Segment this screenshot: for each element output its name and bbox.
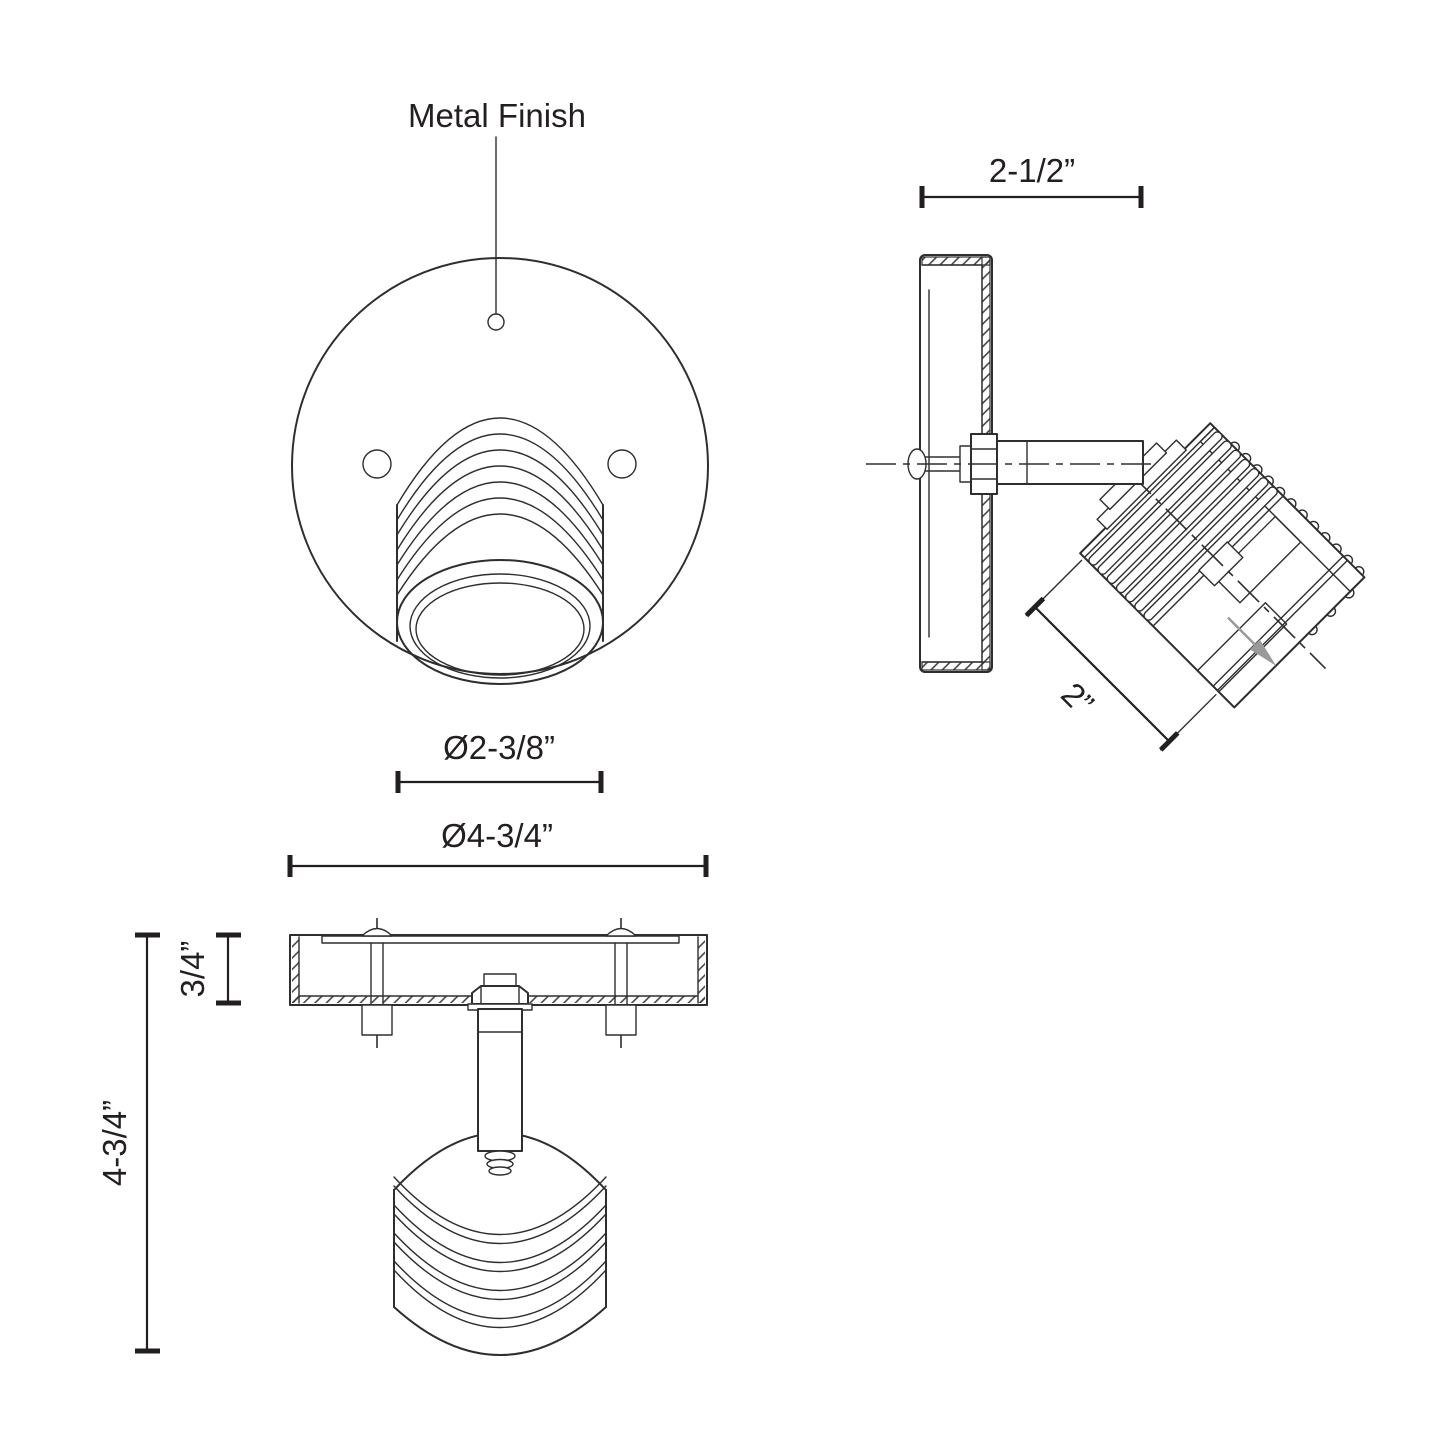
- lens-ring-outer: [397, 560, 603, 684]
- dim-overall-height: [96, 935, 160, 1351]
- side-view: [866, 152, 1394, 821]
- leader-dot: [488, 314, 504, 330]
- mounting-hole-right: [608, 450, 636, 478]
- metal-finish-callout: [408, 97, 586, 330]
- mounting-hole-left: [363, 450, 391, 478]
- bottom-view: [96, 918, 707, 1355]
- dim-overall-height-label: 4-3/4”: [96, 1099, 133, 1187]
- front-head: [397, 418, 603, 684]
- dim-lens-diameter-label: Ø2-3/8”: [443, 729, 555, 766]
- dim-projection-label: 2-1/2”: [988, 152, 1076, 189]
- dim-projection: [922, 152, 1141, 208]
- lens-ring-inner: [416, 583, 584, 675]
- dim-head-length-label: 2”: [1054, 675, 1102, 723]
- dim-lens-diameter: [398, 729, 601, 793]
- metal-finish-label: Metal Finish: [408, 97, 586, 134]
- mounting-bracket-bar: [322, 936, 679, 943]
- stem: [478, 1009, 522, 1175]
- dim-canopy-depth-label: 3/4”: [174, 940, 211, 998]
- front-view: [290, 97, 708, 877]
- dim-canopy-diameter-label: Ø4-3/4”: [441, 817, 553, 854]
- head-groove-rings: [394, 1177, 606, 1328]
- dim-canopy-depth: [174, 935, 241, 1003]
- lens-ring-middle: [410, 574, 590, 678]
- dim-canopy-diameter: [290, 817, 706, 877]
- side-arm: [997, 441, 1143, 484]
